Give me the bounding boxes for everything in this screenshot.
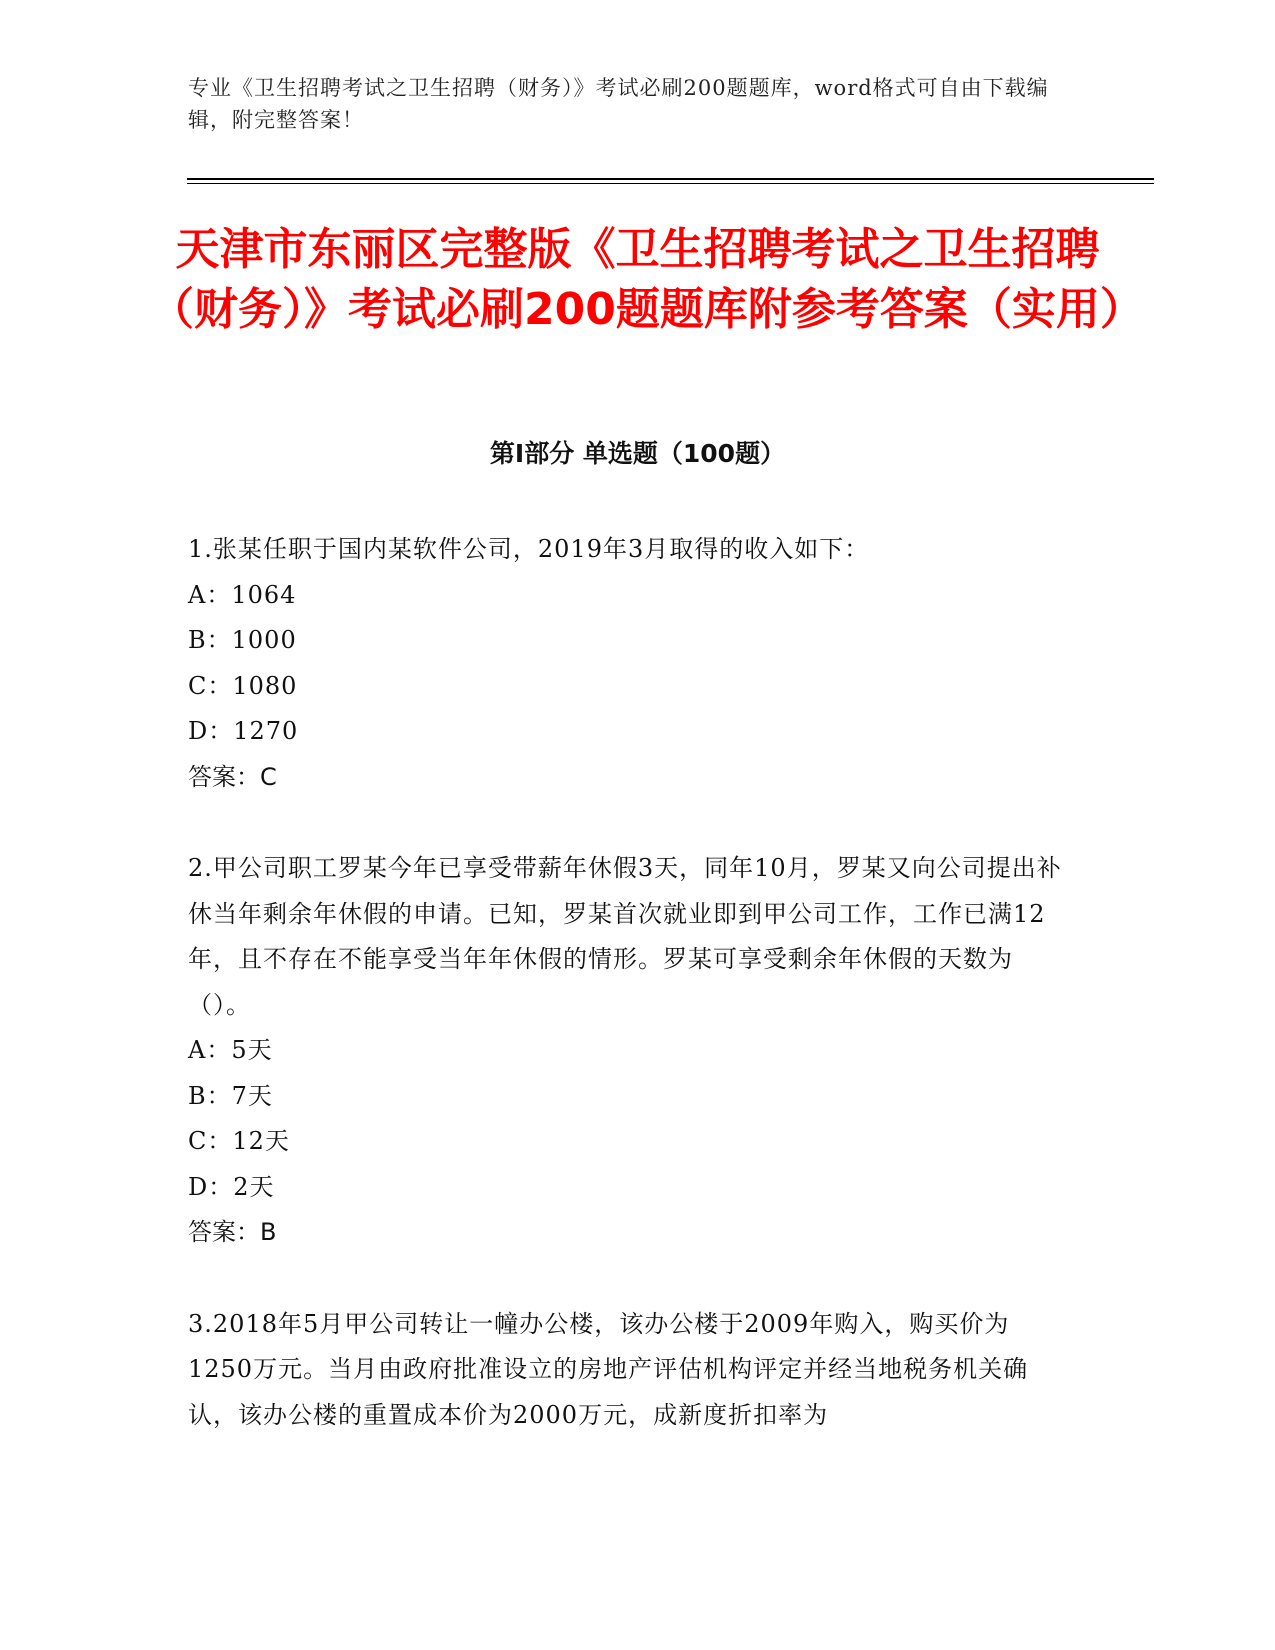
question-1: [188, 527, 1073, 800]
question-3: [188, 1302, 1073, 1439]
answer-line: 答案：B: [188, 1218, 277, 1246]
question-stem: 1.张某任职于国内某软件公司，2019年3月取得的收入如下：: [188, 535, 870, 563]
option-b: B：1000: [188, 626, 297, 654]
option-d: D：1270: [188, 717, 299, 745]
header-rule-thin: [187, 183, 1154, 184]
section-title: 第Ⅰ部分 单选题（100题）: [489, 439, 786, 468]
option-c: C：1080: [188, 671, 298, 700]
answer-line: 答案：C: [188, 762, 277, 791]
option-c: C：12天: [188, 1127, 290, 1155]
question-stem: 3.2018年5月甲公司转让一幢办公楼，该办公楼于2009年购入，购买价为1250万元。当月由政府批准设立的房地产评估机构评定并经当地税务机关确认，该办公楼的重置成本价为2000万元，成新度折扣率为: [188, 1309, 1029, 1429]
option-a: A：5天: [188, 1036, 273, 1064]
option-a: A：1064: [188, 580, 297, 609]
option-d: D：2天: [188, 1172, 275, 1201]
question-2: [188, 846, 1073, 1256]
question-list: [188, 527, 1073, 1484]
document-title: 天津市东丽区完整版《卫生招聘考试之卫生招聘（财务）》考试必刷200题题库附参考答案（实用）: [150, 224, 1144, 335]
question-stem: 2.甲公司职工罗某今年已享受带薪年休假3天，同年10月，罗某又向公司提出补休当年剩余年休假的申请。已知，罗某首次就业即到甲公司工作，工作已满12年，且不存在不能享受当年年休假的情形。罗某可享受剩余年休假的天数为（）。: [188, 854, 1062, 1019]
option-b: B：7天: [188, 1081, 273, 1110]
header-note: 专业《卫生招聘考试之卫生招聘（财务）》考试必刷200题题库，word格式可自由下载编辑，附完整答案！: [188, 76, 1049, 132]
header-rule-thick: [187, 178, 1154, 180]
